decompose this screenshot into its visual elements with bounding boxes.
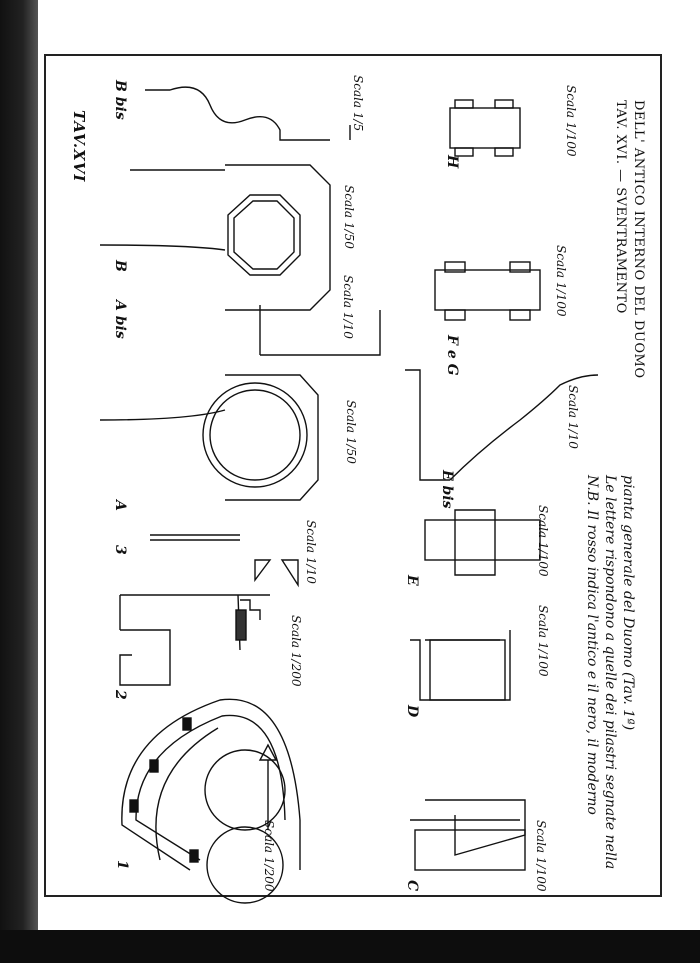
label-figure-A: A [112, 500, 128, 511]
figure-B-pier [100, 165, 330, 310]
plate-caption-line1: TAV. XVI. — SVENTRAMENTO [613, 100, 628, 314]
plate-title: TAV.XVI [70, 110, 88, 183]
label-figure-1: 1 [114, 860, 130, 870]
scale-figure-FeG: Scala 1/100 [554, 245, 568, 317]
label-figure-D: D [404, 705, 420, 718]
scale-figure-Bbis: Scala 1/5 [351, 75, 365, 132]
scale-figure-C: Scala 1/100 [534, 820, 548, 892]
label-figure-C: C [404, 880, 420, 892]
label-figure-Abis: A bis [112, 300, 128, 339]
scale-figure-Ebis: Scala 1/10 [566, 385, 580, 449]
figure-H-pier [450, 100, 520, 156]
plate-caption-line2: DELL' ANTICO INTERNO DEL DUOMO [631, 100, 646, 379]
scale-figure-B: Scala 1/50 [342, 185, 356, 249]
figure-2-profile [120, 595, 270, 685]
figure-Bbis-profile [145, 87, 350, 140]
scale-figure-1: Scala 1/200 [262, 820, 276, 892]
scale-figure-Abis: Scala 1/10 [341, 275, 355, 339]
label-figure-2: 2 [112, 690, 128, 700]
scale-figure-H: Scala 1/100 [564, 85, 578, 157]
label-figure-3: 3 [112, 545, 128, 555]
label-figure-B: B [112, 260, 128, 272]
note-line3: pianta generale del Duomo (Tav. 1ª) [620, 475, 636, 731]
label-figure-Ebis: E bis [439, 470, 455, 509]
figure-A-pier [100, 375, 318, 500]
label-figure-H: H [444, 155, 460, 169]
figure-3-triangles [150, 535, 298, 585]
figure-C-pier [410, 800, 525, 870]
note-line1: N.B. Il rosso indica l'antico e il nero, il moderno [584, 475, 600, 815]
scale-figure-D: Scala 1/100 [536, 605, 550, 677]
scale-figure-E: Scala 1/100 [536, 505, 550, 577]
scale-figure-3: Scala 1/10 [304, 520, 318, 584]
label-figure-FeG: F e G [444, 335, 460, 376]
figure-E-pier [425, 510, 540, 575]
label-figure-Bbis: B bis [112, 80, 128, 120]
figure-FeG-pier [435, 262, 540, 320]
figure-Abis-Ebis-profile [260, 305, 598, 480]
scale-figure-2: Scala 1/200 [289, 615, 303, 687]
scale-figure-A: Scala 1/50 [344, 400, 358, 464]
label-figure-E: E [404, 575, 420, 586]
note-line2: Le lettere rispondono a quelle dei pilastri segnate nella [602, 475, 618, 870]
figure-D-pier [410, 630, 510, 700]
